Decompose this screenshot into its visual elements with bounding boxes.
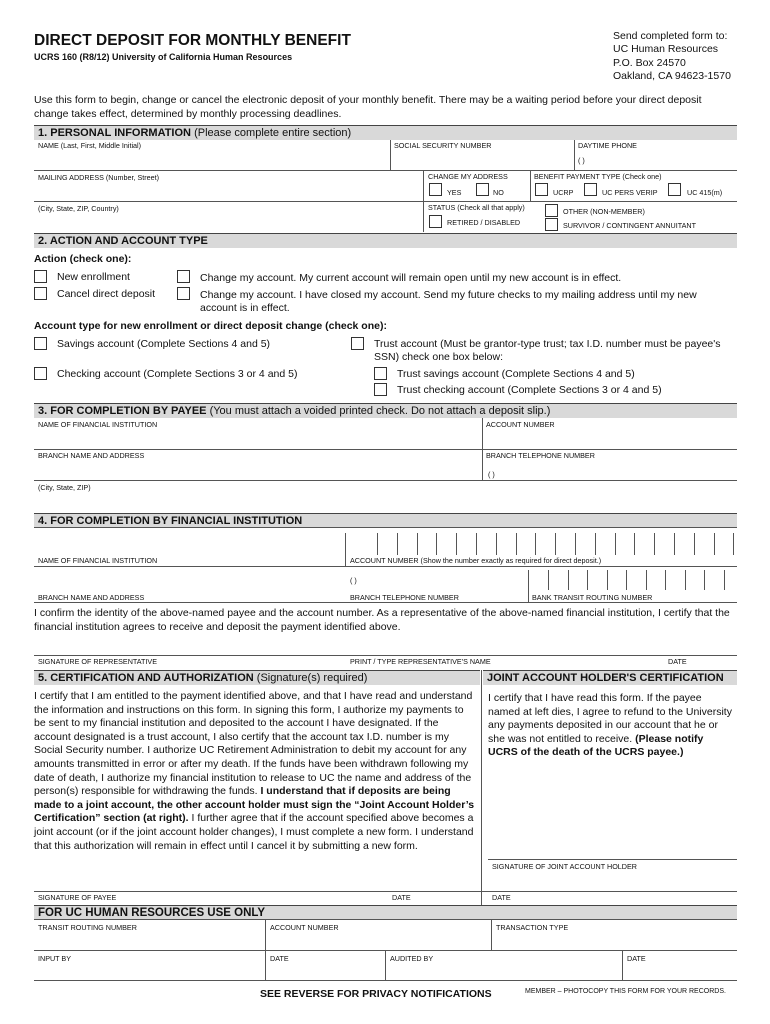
digit-box-divider	[607, 570, 608, 590]
digit-box-divider	[476, 533, 477, 555]
office-date2-label: DATE	[627, 954, 646, 963]
joint-date-field[interactable]	[488, 874, 734, 890]
certification-text: I certify that I am entitled to the payment identified above, and that I have read and understand the information and instructions on this form. In signing this form, I authorize my payments to be sent to my financial institution and deposited to the account I have designated. If the account designated is a trust account, I also certify that the account tax I.D. number is my Social Security number. I authorize UC Retirement Administration to debit my account for any amounts transmitted in error or after my death. If the funds have been withdrawn following my date of death, I authorize my financial institution to release to UC the name and address of the person(s) responsible for withdrawing the funds. I understand that if deposits are being made to a joint account, the other account holder must sign the “Joint Account Holder’s Certification” section (at right). I further agree that if the account specified above becomes a joint account (or if the joint account holder changes), I must complete a new form. I understand that this authorization will remain in effect until I cancel it by submitting a new form.	[34, 690, 475, 852]
uc415-label: UC 415(m)	[687, 188, 723, 197]
uc415-checkbox[interactable]	[668, 183, 681, 196]
rep-signature-field[interactable]	[36, 638, 336, 654]
payee-branch-phone-label: BRANCH TELEPHONE NUMBER	[486, 451, 595, 460]
ucpers-checkbox[interactable]	[584, 183, 597, 196]
payee-fin-inst-field[interactable]	[36, 430, 476, 448]
other-label: OTHER (NON-MEMBER)	[563, 207, 645, 216]
digit-box-divider	[685, 570, 686, 590]
trust-savings-checkbox[interactable]	[374, 367, 387, 380]
digit-box-divider	[377, 533, 378, 555]
digit-box-divider	[626, 570, 627, 590]
digit-box-divider	[535, 533, 536, 555]
section-4-header: 4. FOR COMPLETION BY FINANCIAL INSTITUTION	[34, 513, 737, 528]
office-date-label: DATE	[270, 954, 289, 963]
ucrp-label: UCRP	[553, 188, 574, 197]
digit-box-divider	[665, 570, 666, 590]
rep-date-label: DATE	[668, 657, 687, 666]
section-3-header: 3. FOR COMPLETION BY PAYEE (You must attach a voided printed check. Do not attach a deposit slip.)	[34, 403, 737, 418]
joint-signature-field[interactable]	[488, 840, 734, 858]
trust-label: Trust account (Must be grantor-type trust; tax I.D. number must be payee's	[374, 338, 721, 350]
new-enrollment-label: New enrollment	[57, 271, 130, 283]
digit-box-divider	[714, 533, 715, 555]
digit-box-divider	[436, 533, 437, 555]
office-acct-label: ACCOUNT NUMBER	[270, 923, 339, 932]
rep-name-label: PRINT / TYPE REPRESENTATIVE'S NAME	[350, 657, 491, 666]
action-heading: Action (check one):	[34, 253, 132, 265]
digit-box-divider	[674, 533, 675, 555]
payee-city-label: (City, State, ZIP)	[38, 483, 91, 492]
payee-phone-paren: ( )	[488, 470, 495, 479]
phone-label: DAYTIME PHONE	[578, 141, 637, 150]
digit-box-divider	[568, 570, 569, 590]
change-closed-checkbox[interactable]	[177, 287, 190, 300]
change-closed-label-cont: account is in effect.	[200, 302, 290, 314]
form-title: DIRECT DEPOSIT FOR MONTHLY BENEFIT	[34, 32, 351, 49]
digit-box-divider	[615, 533, 616, 555]
office-input-by-label: INPUT BY	[38, 954, 72, 963]
savings-label: Savings account (Complete Sections 4 and 5)	[57, 338, 271, 350]
rep-date-field[interactable]	[668, 638, 734, 654]
joint-signature-label: SIGNATURE OF JOINT ACCOUNT HOLDER	[492, 862, 637, 871]
digit-box-divider	[516, 533, 517, 555]
joint-date-label: DATE	[492, 893, 511, 902]
digit-box-divider	[397, 533, 398, 555]
section-5-header: 5. CERTIFICATION AND AUTHORIZATION (Signature(s) required)	[34, 670, 480, 685]
trust-label-cont: SSN) check one box below:	[374, 351, 503, 363]
section-1-header: 1. PERSONAL INFORMATION (Please complete entire section)	[34, 125, 737, 140]
privacy-notice: SEE REVERSE FOR PRIVACY NOTIFICATIONS	[260, 988, 492, 1000]
send-to-address: Send completed form to: UC Human Resources P.O. Box 24570 Oakland, CA 94623-1570	[613, 30, 731, 83]
trust-checking-checkbox[interactable]	[374, 383, 387, 396]
fi-name-field[interactable]	[36, 530, 336, 554]
mailing-field[interactable]	[36, 182, 420, 200]
account-type-heading: Account type for new enrollment or direct deposit change (check one):	[34, 320, 387, 332]
digit-box-divider	[587, 570, 588, 590]
office-trans-label: TRANSACTION TYPE	[496, 923, 569, 932]
savings-checkbox[interactable]	[34, 337, 47, 350]
fi-name-label: NAME OF FINANCIAL INSTITUTION	[38, 556, 158, 565]
fi-phone-paren: ( )	[350, 576, 357, 585]
fi-acct-label: ACCOUNT NUMBER (Show the number exactly as required for direct deposit.)	[350, 556, 602, 565]
yes-label: YES	[447, 188, 462, 197]
change-open-checkbox[interactable]	[177, 270, 190, 283]
city-field[interactable]	[36, 213, 420, 231]
trust-savings-label: Trust savings account (Complete Sections 4 and 5)	[397, 368, 635, 380]
member-photocopy-note: MEMBER – PHOTOCOPY THIS FORM FOR YOUR RECORDS.	[525, 988, 726, 995]
fi-routing-label: BANK TRANSIT ROUTING NUMBER	[532, 593, 653, 602]
digit-box-divider	[694, 533, 695, 555]
other-checkbox[interactable]	[545, 204, 558, 217]
city-label: (City, State, ZIP, Country)	[38, 204, 119, 213]
change-open-label: Change my account. My current account will remain open until my new account is in effect.	[200, 272, 622, 284]
digit-box-divider	[496, 533, 497, 555]
name-field[interactable]	[36, 151, 386, 169]
ucrp-checkbox[interactable]	[535, 183, 548, 196]
phone-paren: ( )	[578, 156, 585, 165]
payee-acct-label: ACCOUNT NUMBER	[486, 420, 555, 429]
payee-fin-inst-label: NAME OF FINANCIAL INSTITUTION	[38, 420, 158, 429]
digit-box-divider	[548, 570, 549, 590]
fi-branch-label: BRANCH NAME AND ADDRESS	[38, 593, 145, 602]
change-address-label: CHANGE MY ADDRESS	[428, 172, 508, 181]
digit-box-divider	[654, 533, 655, 555]
joint-certification-text: I certify that I have read this form. If the payee named at left dies, I agree to refund to the University any payments deposited in our account that he or she was not entitled to receive. (Please notify UCRS of the death of the UCRS payee.)	[488, 692, 732, 759]
cancel-deposit-checkbox[interactable]	[34, 287, 47, 300]
name-label: NAME (Last, First, Middle Initial)	[38, 141, 142, 150]
section-2-header: 2. ACTION AND ACCOUNT TYPE	[34, 233, 737, 248]
ucpers-label: UC PERS VERIP	[602, 188, 658, 197]
fi-branch-field[interactable]	[36, 570, 336, 590]
payee-signature-field[interactable]	[36, 874, 386, 890]
office-audited-label: AUDITED BY	[390, 954, 434, 963]
payee-acct-field[interactable]	[486, 430, 734, 448]
cancel-deposit-label: Cancel direct deposit	[57, 288, 156, 300]
status-label: STATUS (Check all that apply)	[428, 203, 525, 212]
change-closed-label: Change my account. I have closed my account. Send my future checks to my mailing address until my new	[200, 289, 697, 301]
change-address-no-checkbox[interactable]	[476, 183, 489, 196]
digit-box-divider	[456, 533, 457, 555]
retired-checkbox[interactable]	[429, 215, 442, 228]
phone-field[interactable]	[590, 151, 734, 169]
office-routing-label: TRANSIT ROUTING NUMBER	[38, 923, 137, 932]
payee-branch-field[interactable]	[36, 461, 476, 479]
rep-signature-label: SIGNATURE OF REPRESENTATIVE	[38, 657, 158, 666]
new-enrollment-checkbox[interactable]	[34, 270, 47, 283]
trust-checking-label: Trust checking account (Complete Sections 3 or 4 and 5)	[397, 384, 662, 396]
checking-label: Checking account (Complete Sections 3 or 4 and 5)	[57, 368, 298, 380]
ssn-field[interactable]	[392, 151, 570, 169]
digit-box-divider	[575, 533, 576, 555]
survivor-checkbox[interactable]	[545, 218, 558, 231]
office-use-header: FOR UC HUMAN RESOURCES USE ONLY	[34, 905, 737, 920]
digit-box-divider	[417, 533, 418, 555]
digit-box-divider	[634, 533, 635, 555]
trust-checkbox[interactable]	[351, 337, 364, 350]
survivor-label: SURVIVOR / CONTINGENT ANNUITANT	[563, 221, 696, 230]
checking-checkbox[interactable]	[34, 367, 47, 380]
digit-box-divider	[555, 533, 556, 555]
change-address-yes-checkbox[interactable]	[429, 183, 442, 196]
digit-box-divider	[595, 533, 596, 555]
digit-box-divider	[646, 570, 647, 590]
retired-label: RETIRED / DISABLED	[447, 218, 521, 227]
ssn-label: SOCIAL SECURITY NUMBER	[394, 141, 492, 150]
digit-box-divider	[704, 570, 705, 590]
fi-phone-label: BRANCH TELEPHONE NUMBER	[350, 593, 459, 602]
payee-date-label: DATE	[392, 893, 411, 902]
benefit-type-label: BENEFIT PAYMENT TYPE (Check one)	[534, 172, 662, 181]
digit-box-divider	[733, 533, 734, 555]
joint-header: JOINT ACCOUNT HOLDER'S CERTIFICATION	[483, 670, 737, 685]
intro-text: Use this form to begin, change or cancel the electronic deposit of your monthly benefit. There may be a waiting period before your direct deposit change takes effect, determined by monthly processing deadlines.	[34, 94, 702, 120]
no-label: NO	[493, 188, 504, 197]
fi-confirm-text: I confirm the identity of the above-named payee and the account number. As a representative of the above-named financial institution, I certify that the financial institution agrees to receive and deposit the payment identified above.	[34, 607, 730, 633]
digit-box-divider	[724, 570, 725, 590]
payee-city-field[interactable]	[36, 492, 734, 510]
payee-branch-label: BRANCH NAME AND ADDRESS	[38, 451, 145, 460]
payee-signature-label: SIGNATURE OF PAYEE	[38, 893, 117, 902]
rep-name-field[interactable]	[350, 638, 650, 654]
mailing-label: MAILING ADDRESS (Number, Street)	[38, 173, 160, 182]
form-subtitle: UCRS 160 (R8/12) University of California Human Resources	[34, 52, 293, 62]
